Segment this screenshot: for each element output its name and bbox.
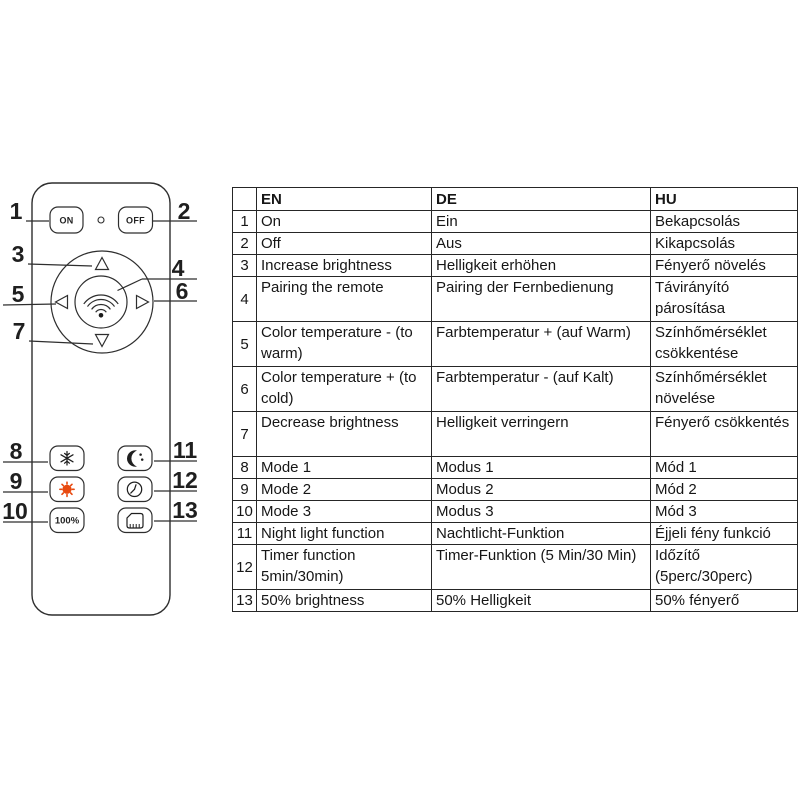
remote-body: [32, 183, 170, 615]
table-row: [233, 457, 798, 479]
cell-de: Modus 2: [432, 479, 651, 501]
index-column-header: [233, 188, 257, 211]
table-row: [233, 211, 798, 233]
row-index: 6: [233, 367, 257, 412]
hu-column-header: HU: [651, 188, 798, 211]
callout-number-11: 11: [172, 437, 198, 463]
cell-de: Modus 1: [432, 457, 651, 479]
callout-number-7: 7: [12, 318, 26, 344]
cell-de: Nachtlicht-Funktion: [432, 523, 651, 545]
cell-de: Farbtemperatur + (auf Warm): [432, 322, 651, 367]
row-index: 11: [233, 523, 257, 545]
cell-hu: Időzítő (5perc/30perc): [651, 545, 798, 590]
cell-de: Timer-Funktion (5 Min/30 Min): [432, 545, 651, 590]
callout-number-10: 10: [2, 498, 28, 524]
table-header-row: [233, 188, 798, 211]
table-row: [233, 233, 798, 255]
cell-hu: Mód 3: [651, 501, 798, 523]
callout-number-1: 1: [9, 198, 23, 224]
cell-de: Ein: [432, 211, 651, 233]
cell-en: Night light function: [257, 523, 432, 545]
row-index: 2: [233, 233, 257, 255]
cell-hu: Mód 2: [651, 479, 798, 501]
half-brightness-button: [118, 508, 152, 533]
on-button-label: ON: [59, 215, 74, 226]
row-index: 4: [233, 277, 257, 322]
table-row: [233, 255, 798, 277]
table-row: [233, 412, 798, 457]
table-row: [233, 322, 798, 367]
cell-hu: 50% fényerő: [651, 590, 798, 612]
callout-number-3: 3: [11, 241, 25, 267]
callout-number-5: 5: [11, 281, 25, 307]
remote-control-diagram: [0, 0, 215, 800]
night-light-button: [118, 446, 152, 471]
cell-en: Increase brightness: [257, 255, 432, 277]
de-column-header: DE: [432, 188, 651, 211]
callout-number-9: 9: [9, 468, 23, 494]
callout-number-6: 6: [175, 278, 189, 304]
cell-en: Mode 1: [257, 457, 432, 479]
table-row: [233, 545, 798, 590]
callout-number-12: 12: [172, 467, 198, 493]
en-column-header: EN: [257, 188, 432, 211]
row-index: 9: [233, 479, 257, 501]
cell-hu: Kikapcsolás: [651, 233, 798, 255]
table-row: [233, 479, 798, 501]
table-row: [233, 277, 798, 322]
row-index: 12: [233, 545, 257, 590]
cell-en: Color temperature + (to cold): [257, 367, 432, 412]
cell-en: Decrease brightness: [257, 412, 432, 457]
cell-de: 50% Helligkeit: [432, 590, 651, 612]
cell-hu: Éjjeli fény funkció: [651, 523, 798, 545]
sun-icon: [60, 482, 74, 496]
mode3-button-label: 100%: [54, 515, 80, 527]
cell-hu: Távirányító párosítása: [651, 277, 798, 322]
cell-hu: Fényerő csökkentés: [651, 412, 798, 457]
cell-hu: Fényerő növelés: [651, 255, 798, 277]
cell-de: Helligkeit verringern: [432, 412, 651, 457]
cell-de: Aus: [432, 233, 651, 255]
cell-en: 50% brightness: [257, 590, 432, 612]
cell-de: Pairing der Fernbedienung: [432, 277, 651, 322]
cell-en: Mode 3: [257, 501, 432, 523]
row-index: 3: [233, 255, 257, 277]
table-row: [233, 590, 798, 612]
cell-hu: Színhőmérséklet növelése: [651, 367, 798, 412]
row-index: 10: [233, 501, 257, 523]
callout-number-13: 13: [172, 497, 198, 523]
table-row: [233, 367, 798, 412]
table-row: [233, 501, 798, 523]
function-table: [232, 187, 798, 612]
cell-en: Off: [257, 233, 432, 255]
cell-hu: Mód 1: [651, 457, 798, 479]
cell-de: Modus 3: [432, 501, 651, 523]
cell-en: On: [257, 211, 432, 233]
off-button-label: OFF: [126, 215, 145, 226]
cell-en: Mode 2: [257, 479, 432, 501]
cell-de: Farbtemperatur - (auf Kalt): [432, 367, 651, 412]
callout-number-8: 8: [9, 438, 23, 464]
callout-number-4: 4: [171, 255, 185, 281]
row-index: 13: [233, 590, 257, 612]
cell-en: Pairing the remote: [257, 277, 432, 322]
row-index: 7: [233, 412, 257, 457]
row-index: 8: [233, 457, 257, 479]
cell-de: Helligkeit erhöhen: [432, 255, 651, 277]
cell-en: Timer function 5min/30min): [257, 545, 432, 590]
row-index: 1: [233, 211, 257, 233]
cell-en: Color temperature - (to warm): [257, 322, 432, 367]
row-index: 5: [233, 322, 257, 367]
callout-number-2: 2: [177, 198, 191, 224]
cell-hu: Bekapcsolás: [651, 211, 798, 233]
table-row: [233, 523, 798, 545]
translation-table: [232, 187, 798, 612]
cell-hu: Színhőmérséklet csökkentése: [651, 322, 798, 367]
